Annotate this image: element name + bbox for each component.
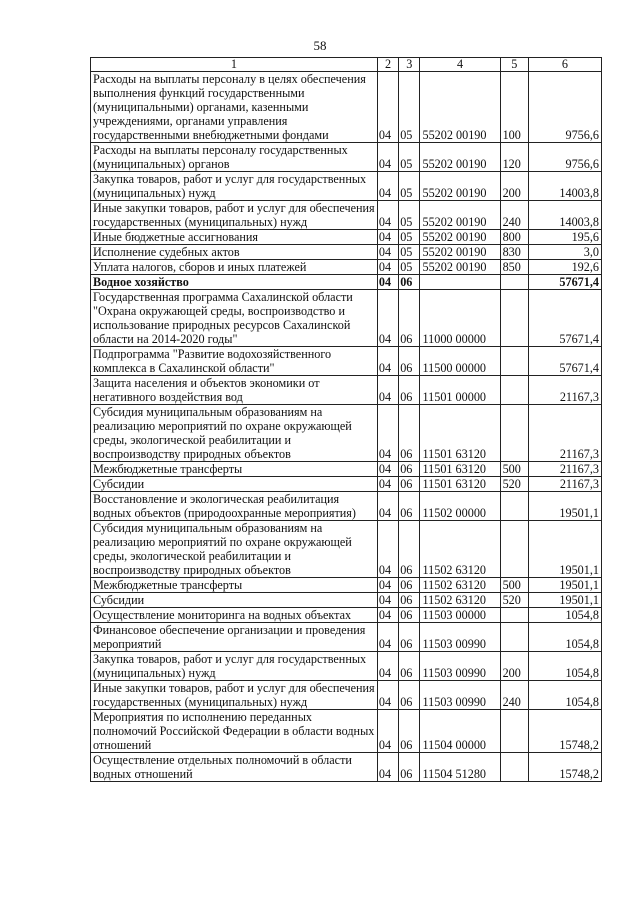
- row-name-cell: Осуществление мониторинга на водных объектах: [91, 608, 378, 623]
- amount-cell: 21167,3: [528, 477, 601, 492]
- table-header-row: [91, 58, 602, 72]
- table-row: [91, 462, 602, 477]
- row-name-cell: Расходы на выплаты персоналу в целях обеспечения выполнения функций государственными (муниципальными) органами, казенными учреждениями, органами управления государственными внебюджетными фондами: [91, 72, 378, 143]
- section-code-cell: 04: [377, 230, 398, 245]
- table-row: [91, 72, 602, 143]
- table-row: [91, 623, 602, 652]
- page-number: 58: [313, 38, 327, 53]
- amount-cell: 14003,8: [528, 201, 601, 230]
- table-row: [91, 405, 602, 462]
- expense-type-cell: 830: [500, 245, 528, 260]
- subsection-code-cell: 06: [399, 405, 420, 462]
- amount-cell: 1054,8: [528, 652, 601, 681]
- section-code-cell: 04: [377, 521, 398, 578]
- subsection-code-cell: 06: [399, 710, 420, 753]
- subsection-code-cell: 06: [399, 347, 420, 376]
- section-code-cell: 04: [377, 290, 398, 347]
- section-code-cell: 04: [377, 477, 398, 492]
- section-code-cell: 04: [377, 492, 398, 521]
- target-article-cell: 11502 63120: [420, 521, 500, 578]
- row-name-cell: Финансовое обеспечение организации и проведения мероприятий: [91, 623, 378, 652]
- amount-cell: 57671,4: [528, 290, 601, 347]
- amount-cell: 9756,6: [528, 143, 601, 172]
- target-article-cell: 55202 00190: [420, 72, 500, 143]
- section-code-cell: 04: [377, 462, 398, 477]
- expense-type-cell: 520: [500, 593, 528, 608]
- amount-cell: 1054,8: [528, 681, 601, 710]
- table-row: [91, 347, 602, 376]
- expense-type-cell: [500, 710, 528, 753]
- row-name-cell: Иные закупки товаров, работ и услуг для обеспечения государственных (муниципальных) нужд: [91, 681, 378, 710]
- target-article-cell: 11504 00000: [420, 710, 500, 753]
- row-name-cell: Межбюджетные трансферты: [91, 462, 378, 477]
- table-row: [91, 290, 602, 347]
- target-article-cell: 11501 63120: [420, 477, 500, 492]
- header-col-4: 4: [420, 58, 500, 72]
- target-article-cell: 11501 63120: [420, 462, 500, 477]
- section-code-cell: 04: [377, 652, 398, 681]
- expense-type-cell: 120: [500, 143, 528, 172]
- table-row: [91, 275, 602, 290]
- expense-type-cell: 240: [500, 681, 528, 710]
- row-name-cell: Осуществление отдельных полномочий в области водных отношений: [91, 753, 378, 782]
- row-name-cell: Расходы на выплаты персоналу государственных (муниципальных) органов: [91, 143, 378, 172]
- expense-type-cell: 500: [500, 578, 528, 593]
- expense-type-cell: 500: [500, 462, 528, 477]
- target-article-cell: 55202 00190: [420, 143, 500, 172]
- table-row: [91, 681, 602, 710]
- section-code-cell: 04: [377, 260, 398, 275]
- amount-cell: 19501,1: [528, 492, 601, 521]
- amount-cell: 195,6: [528, 230, 601, 245]
- section-code-cell: 04: [377, 245, 398, 260]
- row-name-cell: Исполнение судебных актов: [91, 245, 378, 260]
- table-body: [91, 72, 602, 782]
- table-row: [91, 201, 602, 230]
- table-row: [91, 652, 602, 681]
- amount-cell: 192,6: [528, 260, 601, 275]
- section-code-cell: 04: [377, 405, 398, 462]
- table-row: [91, 593, 602, 608]
- budget-table: [90, 57, 602, 782]
- subsection-code-cell: 05: [399, 172, 420, 201]
- section-code-cell: 04: [377, 347, 398, 376]
- expense-type-cell: [500, 521, 528, 578]
- section-code-cell: 04: [377, 593, 398, 608]
- header-col-5: 5: [500, 58, 528, 72]
- amount-cell: 15748,2: [528, 753, 601, 782]
- row-name-cell: Восстановление и экологическая реабилитация водных объектов (природоохранные мероприятия): [91, 492, 378, 521]
- subsection-code-cell: 06: [399, 608, 420, 623]
- row-name-cell: Мероприятия по исполнению переданных полномочий Российской Федерации в области водных отношений: [91, 710, 378, 753]
- subsection-code-cell: 06: [399, 578, 420, 593]
- table-row: [91, 230, 602, 245]
- row-name-cell: Субсидии: [91, 477, 378, 492]
- row-name-cell: Межбюджетные трансферты: [91, 578, 378, 593]
- target-article-cell: 11502 63120: [420, 578, 500, 593]
- expense-type-cell: [500, 492, 528, 521]
- row-name-cell: Субсидия муниципальным образованиям на реализацию мероприятий по охране окружающей среды, экологической реабилитации и воспроизводству природных объектов: [91, 521, 378, 578]
- subsection-code-cell: 06: [399, 753, 420, 782]
- target-article-cell: 55202 00190: [420, 172, 500, 201]
- target-article-cell: 11501 63120: [420, 405, 500, 462]
- expense-type-cell: 100: [500, 72, 528, 143]
- subsection-code-cell: 05: [399, 72, 420, 143]
- target-article-cell: 11000 00000: [420, 290, 500, 347]
- subsection-code-cell: 06: [399, 521, 420, 578]
- amount-cell: 9756,6: [528, 72, 601, 143]
- section-code-cell: 04: [377, 681, 398, 710]
- target-article-cell: [420, 275, 500, 290]
- section-code-cell: 04: [377, 608, 398, 623]
- amount-cell: 57671,4: [528, 347, 601, 376]
- subsection-code-cell: 05: [399, 245, 420, 260]
- expense-type-cell: [500, 405, 528, 462]
- subsection-code-cell: 06: [399, 275, 420, 290]
- target-article-cell: 55202 00190: [420, 245, 500, 260]
- subsection-code-cell: 05: [399, 201, 420, 230]
- table-row: [91, 143, 602, 172]
- row-name-cell: Закупка товаров, работ и услуг для государственных (муниципальных) нужд: [91, 652, 378, 681]
- expense-type-cell: [500, 753, 528, 782]
- row-name-cell: Подпрограмма "Развитие водохозяйственного комплекса в Сахалинской области": [91, 347, 378, 376]
- amount-cell: 19501,1: [528, 593, 601, 608]
- target-article-cell: 11503 00990: [420, 681, 500, 710]
- target-article-cell: 11502 00000: [420, 492, 500, 521]
- section-code-cell: 04: [377, 710, 398, 753]
- expense-type-cell: [500, 608, 528, 623]
- expense-type-cell: 520: [500, 477, 528, 492]
- subsection-code-cell: 06: [399, 376, 420, 405]
- section-code-cell: 04: [377, 623, 398, 652]
- subsection-code-cell: 05: [399, 143, 420, 172]
- target-article-cell: 55202 00190: [420, 201, 500, 230]
- expense-type-cell: [500, 275, 528, 290]
- header-col-6: 6: [528, 58, 601, 72]
- subsection-code-cell: 06: [399, 593, 420, 608]
- subsection-code-cell: 06: [399, 652, 420, 681]
- target-article-cell: 55202 00190: [420, 260, 500, 275]
- expense-type-cell: 200: [500, 172, 528, 201]
- row-name-cell: Водное хозяйство: [91, 275, 378, 290]
- target-article-cell: 11504 51280: [420, 753, 500, 782]
- subsection-code-cell: 06: [399, 477, 420, 492]
- row-name-cell: Иные бюджетные ассигнования: [91, 230, 378, 245]
- table-row: [91, 608, 602, 623]
- table-row: [91, 710, 602, 753]
- table-row: [91, 376, 602, 405]
- header-col-3: 3: [399, 58, 420, 72]
- expense-type-cell: [500, 376, 528, 405]
- amount-cell: 15748,2: [528, 710, 601, 753]
- target-article-cell: 11502 63120: [420, 593, 500, 608]
- expense-type-cell: [500, 290, 528, 347]
- row-name-cell: Государственная программа Сахалинской области "Охрана окружающей среды, воспроизводство и использование природных ресурсов Сахалинской области на 2014-2020 годы": [91, 290, 378, 347]
- amount-cell: 1054,8: [528, 608, 601, 623]
- subsection-code-cell: 05: [399, 230, 420, 245]
- header-col-1: 1: [91, 58, 378, 72]
- section-code-cell: 04: [377, 753, 398, 782]
- amount-cell: 21167,3: [528, 462, 601, 477]
- amount-cell: 14003,8: [528, 172, 601, 201]
- amount-cell: 57671,4: [528, 275, 601, 290]
- section-code-cell: 04: [377, 172, 398, 201]
- row-name-cell: Субсидия муниципальным образованиям на реализацию мероприятий по охране окружающей среды, экологической реабилитации и воспроизводству природных объектов: [91, 405, 378, 462]
- subsection-code-cell: 05: [399, 260, 420, 275]
- subsection-code-cell: 06: [399, 623, 420, 652]
- expense-type-cell: [500, 623, 528, 652]
- section-code-cell: 04: [377, 578, 398, 593]
- section-code-cell: 04: [377, 201, 398, 230]
- subsection-code-cell: 06: [399, 290, 420, 347]
- amount-cell: 21167,3: [528, 376, 601, 405]
- amount-cell: 3,0: [528, 245, 601, 260]
- target-article-cell: 11500 00000: [420, 347, 500, 376]
- target-article-cell: 11501 00000: [420, 376, 500, 405]
- row-name-cell: Закупка товаров, работ и услуг для государственных (муниципальных) нужд: [91, 172, 378, 201]
- row-name-cell: Субсидии: [91, 593, 378, 608]
- section-code-cell: 04: [377, 143, 398, 172]
- table-row: [91, 172, 602, 201]
- target-article-cell: 11503 00990: [420, 623, 500, 652]
- table-row: [91, 753, 602, 782]
- table-row: [91, 578, 602, 593]
- section-code-cell: 04: [377, 72, 398, 143]
- target-article-cell: 11503 00990: [420, 652, 500, 681]
- subsection-code-cell: 06: [399, 462, 420, 477]
- row-name-cell: Иные закупки товаров, работ и услуг для обеспечения государственных (муниципальных) нужд: [91, 201, 378, 230]
- table-row: [91, 521, 602, 578]
- subsection-code-cell: 06: [399, 492, 420, 521]
- amount-cell: 1054,8: [528, 623, 601, 652]
- amount-cell: 19501,1: [528, 578, 601, 593]
- expense-type-cell: 200: [500, 652, 528, 681]
- subsection-code-cell: 06: [399, 681, 420, 710]
- section-code-cell: 04: [377, 275, 398, 290]
- header-col-2: 2: [377, 58, 398, 72]
- target-article-cell: 55202 00190: [420, 230, 500, 245]
- section-code-cell: 04: [377, 376, 398, 405]
- table-row: [91, 477, 602, 492]
- target-article-cell: 11503 00000: [420, 608, 500, 623]
- expense-type-cell: 850: [500, 260, 528, 275]
- row-name-cell: Защита населения и объектов экономики от негативного воздействия вод: [91, 376, 378, 405]
- table-row: [91, 260, 602, 275]
- row-name-cell: Уплата налогов, сборов и иных платежей: [91, 260, 378, 275]
- amount-cell: 21167,3: [528, 405, 601, 462]
- table-row: [91, 492, 602, 521]
- expense-type-cell: 800: [500, 230, 528, 245]
- expense-type-cell: 240: [500, 201, 528, 230]
- expense-type-cell: [500, 347, 528, 376]
- table-row: [91, 245, 602, 260]
- amount-cell: 19501,1: [528, 521, 601, 578]
